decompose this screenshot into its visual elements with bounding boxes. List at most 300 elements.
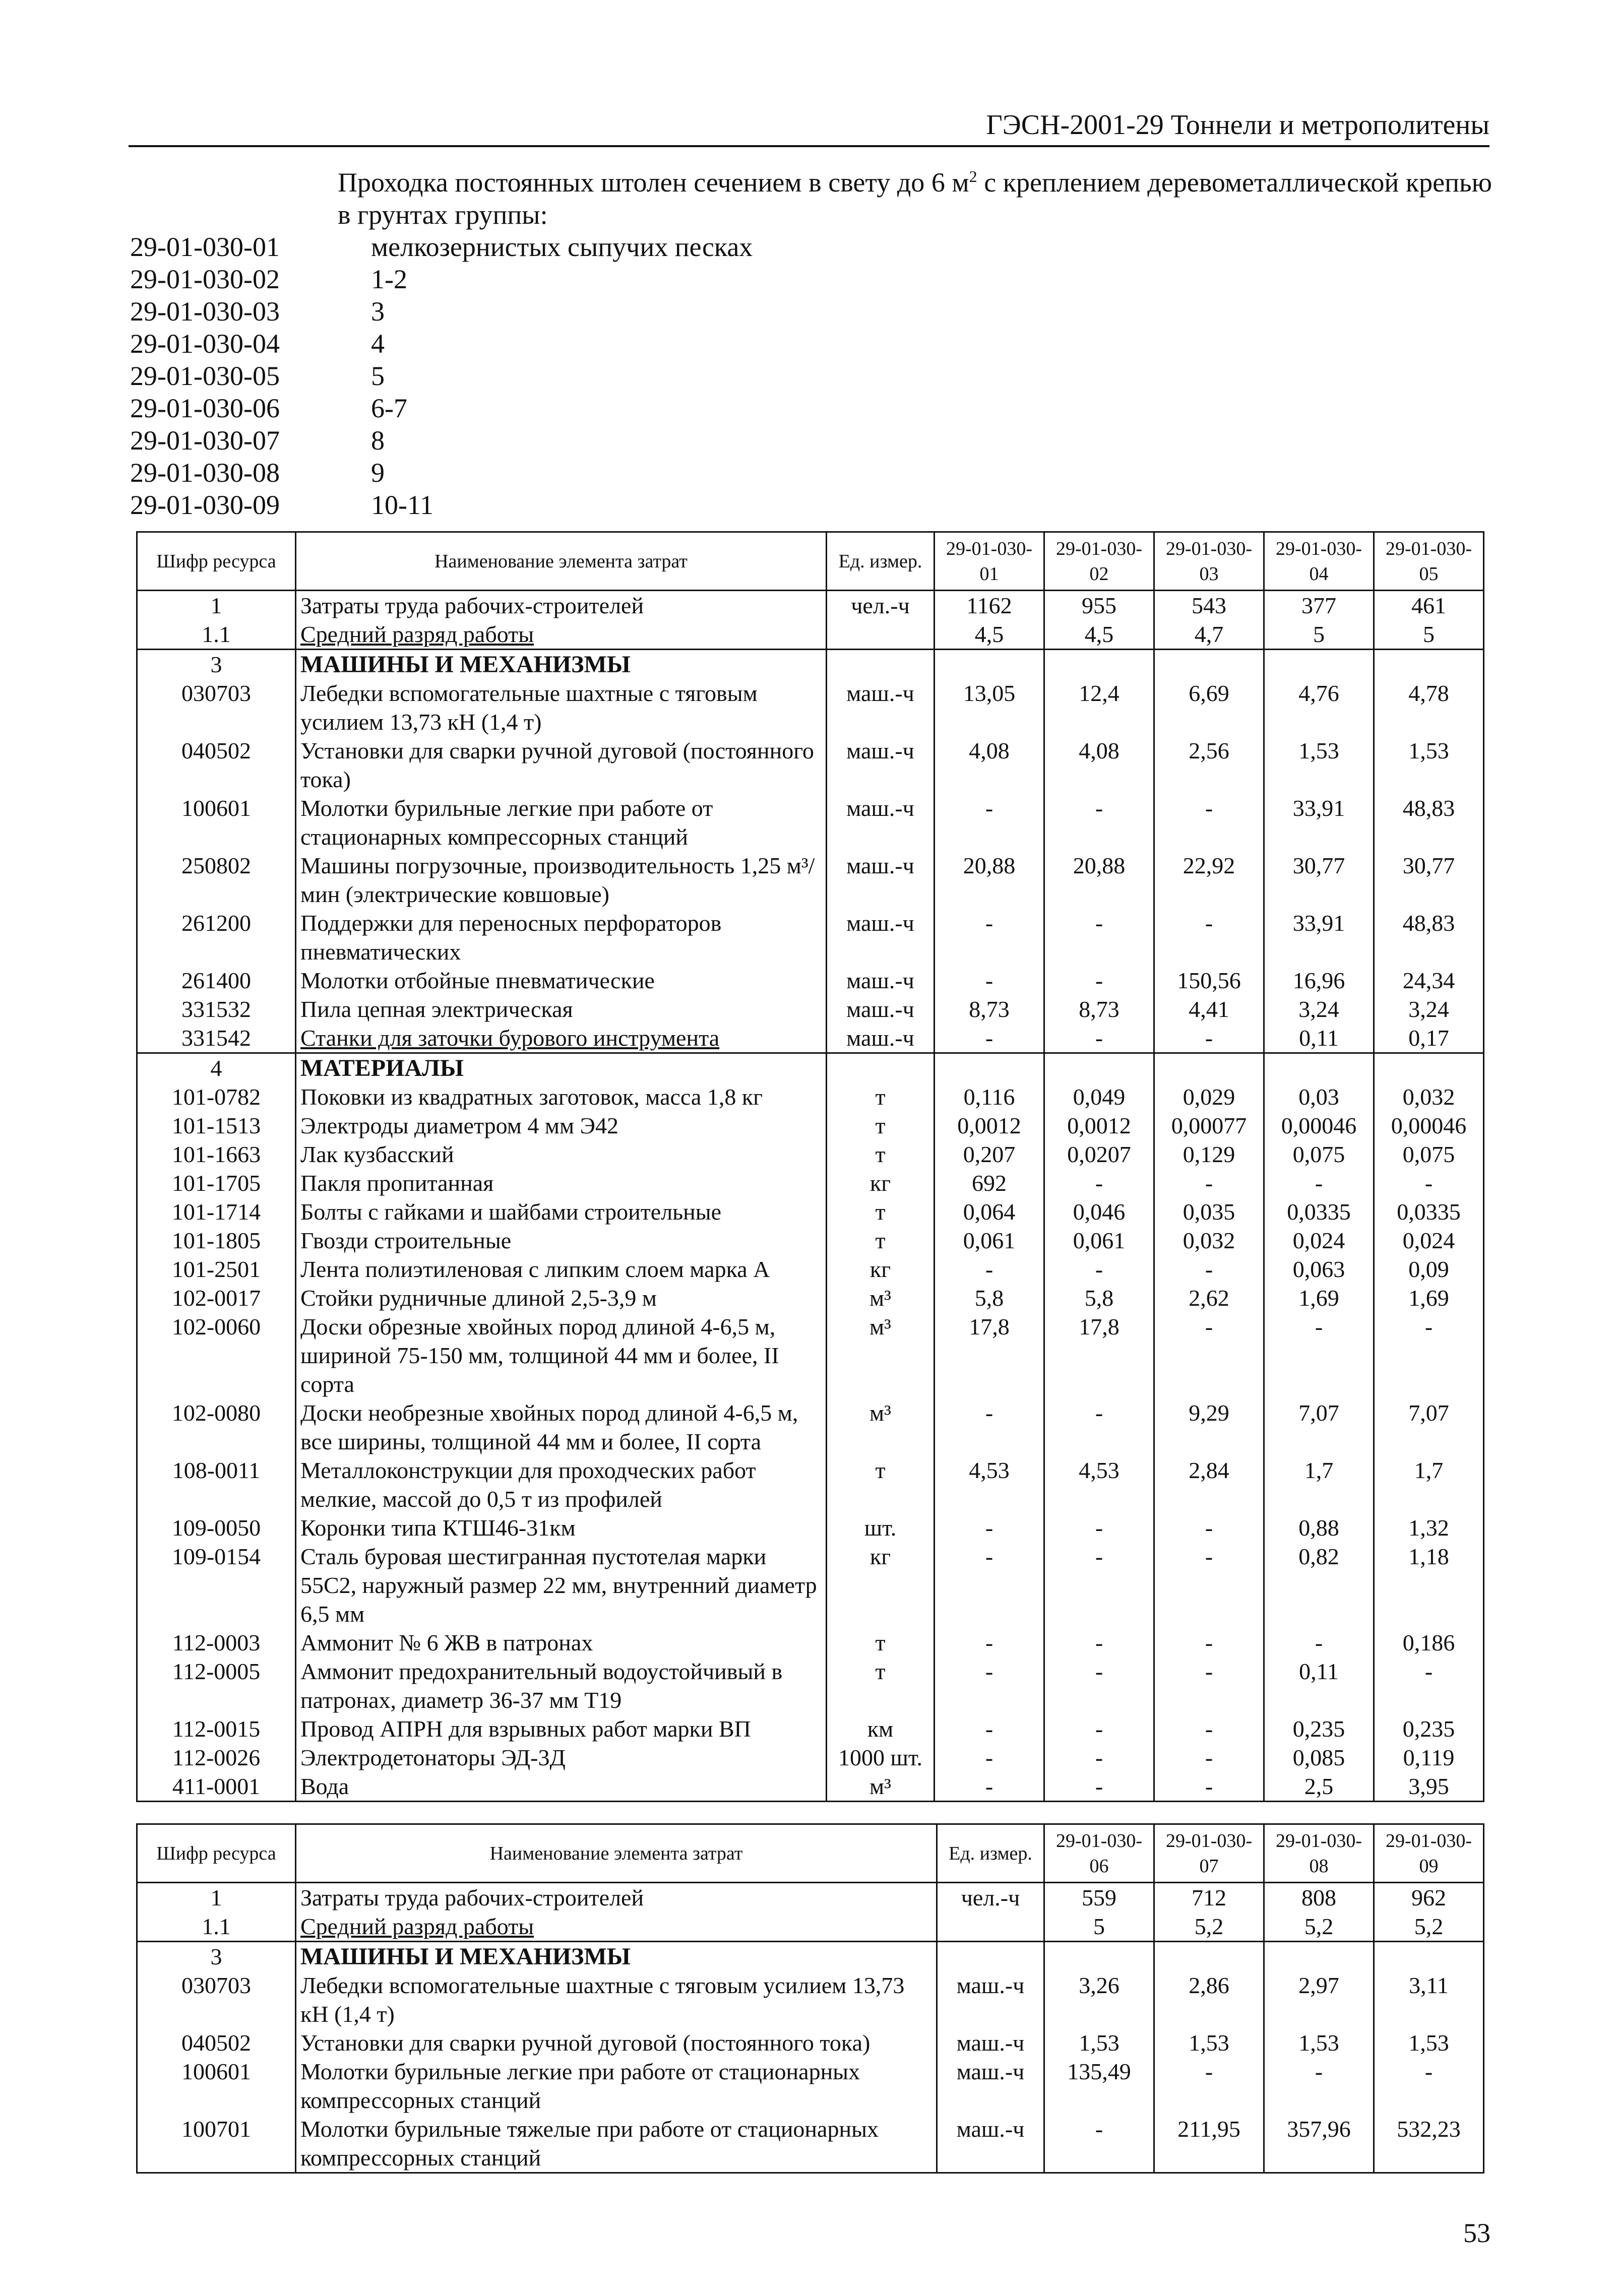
resource-unit: т [827,1197,935,1226]
resource-value: 22,92 [1154,851,1264,909]
resource-value: 0,00046 [1264,1111,1374,1140]
resource-value [1154,1053,1264,1083]
table-row [137,736,1484,794]
resource-value: 20,88 [1044,851,1154,909]
section-intro [338,166,1492,231]
resource-value: 12,4 [1044,679,1154,736]
resource-unit: маш.-ч [827,1024,935,1053]
resource-value: 2,84 [1154,1456,1264,1513]
resource-value [1154,650,1264,679]
resource-name: Станки для заточки бурового инструмента [296,1024,827,1053]
resource-value: - [1044,1255,1154,1284]
resource-value: 0,00046 [1374,1111,1484,1140]
resource-value: 33,91 [1264,794,1374,851]
resource-table-2 [136,1823,1484,2174]
resource-value [1374,1053,1484,1083]
resource-value: 559 [1044,1883,1154,1912]
section-row [137,1053,1484,1083]
resource-value: 1162 [935,591,1044,620]
resource-value: 135,49 [1044,2057,1154,2115]
resource-value: 2,86 [1154,1971,1264,2028]
table-row [137,1226,1484,1255]
resource-value: - [1044,1743,1154,1772]
header-norm-col: 29-01-030-05 [1374,532,1484,591]
page-number: 53 [1463,2218,1490,2248]
resource-value: 4,5 [935,620,1044,650]
resource-value: - [1044,794,1154,851]
norm-code: 29-01-030-02 [130,264,280,294]
resource-value: - [1044,1024,1154,1053]
table-row [137,851,1484,909]
resource-value: - [1374,1169,1484,1197]
resource-code: 109-0050 [137,1513,296,1542]
resource-unit: 1000 шт. [827,1743,935,1772]
resource-code: 112-0003 [137,1628,296,1657]
resource-name: Поковки из квадратных заготовок, масса 1,8 кг [296,1082,827,1111]
resource-value: 1,69 [1264,1284,1374,1312]
table-row [137,620,1484,650]
resource-value: 955 [1044,591,1154,620]
table-row [137,966,1484,995]
resource-value: 4,08 [1044,736,1154,794]
norm-code: 29-01-030-06 [130,393,280,423]
table-row [137,1657,1484,1714]
table-row [137,1772,1484,1802]
header-norm-col: 29-01-030-09 [1374,1824,1484,1883]
resource-code: 030703 [137,1971,296,2028]
resource-unit: шт. [827,1513,935,1542]
table-row [137,995,1484,1024]
resource-value: - [1264,1312,1374,1398]
resource-value: 48,83 [1374,909,1484,966]
header-norm-col: 29-01-030-07 [1154,1824,1264,1883]
resource-value [1154,1942,1264,1971]
resource-unit: км [827,1714,935,1743]
resource-value: 33,91 [1264,909,1374,966]
resource-value: - [1044,1513,1154,1542]
resource-value [1264,650,1374,679]
resource-value: 0,0012 [935,1111,1044,1140]
table-row [137,679,1484,736]
resource-value: - [1264,1169,1374,1197]
resource-value: - [1374,2057,1484,2115]
resource-value: 0,207 [935,1140,1044,1169]
table-row [137,1542,1484,1628]
resource-value: 0,17 [1374,1024,1484,1053]
resource-value: 5,2 [1154,1912,1264,1942]
resource-name: Провод АПРН для взрывных работ марки ВП [296,1714,827,1743]
resource-name: Болты с гайками и шайбами строительные [296,1197,827,1226]
norm-desc: 8 [371,425,385,456]
resource-unit: маш.-ч [937,2115,1044,2173]
resource-value: 1,53 [1374,736,1484,794]
resource-name: Лебедки вспомогательные шахтные с тяговым усилием 13,73 кН (1,4 т) [296,1971,937,2028]
resource-value: - [935,909,1044,966]
resource-value: 7,07 [1374,1398,1484,1456]
resource-value: - [1154,1657,1264,1714]
norm-desc: 6-7 [371,393,407,423]
resource-unit: маш.-ч [937,1971,1044,2028]
resource-value: 7,07 [1264,1398,1374,1456]
table-row [137,1883,1484,1912]
resource-value: 532,23 [1374,2115,1484,2173]
table-row [137,1024,1484,1053]
resource-value: 0,029 [1154,1082,1264,1111]
resource-value: - [1154,1312,1264,1398]
page-header [129,110,1489,147]
norm-desc: 5 [371,361,385,391]
resource-value [935,1053,1044,1083]
resource-value: 211,95 [1154,2115,1264,2173]
resource-value: - [1044,1169,1154,1197]
resource-unit: маш.-ч [827,794,935,851]
resource-code: 102-0017 [137,1284,296,1312]
resource-value: - [935,1714,1044,1743]
resource-code: 411-0001 [137,1772,296,1802]
resource-name: Электродетонаторы ЭД-3Д [296,1743,827,1772]
resource-value: - [1044,966,1154,995]
table-row [137,2057,1484,2115]
header-name: Наименование элемента затрат [296,532,827,591]
table-row [137,794,1484,851]
resource-value: 0,119 [1374,1743,1484,1772]
resource-value: 0,88 [1264,1513,1374,1542]
norm-desc: 3 [371,296,385,327]
table-row [137,1255,1484,1284]
norm-code-list [130,231,753,521]
resource-value: 0,061 [935,1226,1044,1255]
resource-value: - [935,966,1044,995]
resource-unit: маш.-ч [827,679,935,736]
norm-code-row [130,360,753,392]
resource-value: 1,69 [1374,1284,1484,1312]
resource-value: 0,09 [1374,1255,1484,1284]
resource-code: 101-2501 [137,1255,296,1284]
resource-value: 20,88 [935,851,1044,909]
resource-code: 261400 [137,966,296,995]
resource-value [935,650,1044,679]
resource-value: 0,116 [935,1082,1044,1111]
resource-value: 0,03 [1264,1082,1374,1111]
resource-value: - [1374,1312,1484,1398]
norm-desc: мелкозернистых сыпучих песках [371,232,753,262]
resource-unit [937,1912,1044,1942]
resource-name: Аммонит предохранительный водоустойчивый в патронах, диаметр 36-37 мм Т19 [296,1657,827,1714]
resource-value: - [1154,1255,1264,1284]
resource-table-1 [136,531,1484,1802]
norm-code: 29-01-030-03 [130,296,280,327]
norm-code-row [130,457,753,489]
resource-value: 48,83 [1374,794,1484,851]
resource-value: - [935,794,1044,851]
resource-value: 0,129 [1154,1140,1264,1169]
table-row [137,1743,1484,1772]
resource-unit: м³ [827,1398,935,1456]
resource-name: Доски необрезные хвойных пород длиной 4-6,5 м, все ширины, толщиной 44 мм и более, II сорта [296,1398,827,1456]
header-code: Шифр ресурса [137,532,296,591]
resource-code: 040502 [137,736,296,794]
resource-code: 101-0782 [137,1082,296,1111]
resource-name: Лак кузбасский [296,1140,827,1169]
table-row [137,2115,1484,2173]
table-row [137,1140,1484,1169]
header-unit: Ед. измер. [827,532,935,591]
resource-unit: м³ [827,1284,935,1312]
resource-unit: кг [827,1542,935,1628]
resource-value: 2,62 [1154,1284,1264,1312]
resource-code: 102-0080 [137,1398,296,1456]
resource-name: Молотки бурильные тяжелые при работе от стационарных компрессорных станций [296,2115,937,2173]
resource-value: 1,32 [1374,1513,1484,1542]
resource-value: 1,7 [1264,1456,1374,1513]
resource-value: 4,76 [1264,679,1374,736]
header-title: ГЭСН-2001-29 Тоннели и метрополитены [986,109,1489,141]
resource-value: 0,0207 [1044,1140,1154,1169]
resource-value: 150,56 [1154,966,1264,995]
resource-name: Коронки типа КТШ46-31км [296,1513,827,1542]
norm-code: 29-01-030-08 [130,458,280,488]
resource-value: 4,78 [1374,679,1484,736]
resource-unit: маш.-ч [827,966,935,995]
header-norm-col: 29-01-030-01 [935,532,1044,591]
resource-unit [827,1053,935,1083]
resource-value: - [935,1255,1044,1284]
resource-unit: м³ [827,1312,935,1398]
resource-code: 1.1 [137,620,296,650]
resource-value: 17,8 [1044,1312,1154,1398]
resource-value: 808 [1264,1883,1374,1912]
resource-value: - [935,1628,1044,1657]
resource-value: - [935,1542,1044,1628]
resource-value: 0,0335 [1264,1197,1374,1226]
norm-code: 29-01-030-05 [130,361,280,391]
header-norm-col: 29-01-030-08 [1264,1824,1374,1883]
header-name: Наименование элемента затрат [296,1824,937,1883]
resource-unit: т [827,1657,935,1714]
resource-value: 0,82 [1264,1542,1374,1628]
norm-desc: 10-11 [371,490,433,520]
resource-unit: маш.-ч [937,2057,1044,2115]
resource-value: - [1154,794,1264,851]
resource-value: 0,0335 [1374,1197,1484,1226]
resource-value: - [935,1513,1044,1542]
norm-code-row [130,231,753,263]
resource-value: 3,24 [1264,995,1374,1024]
resource-name: Аммонит № 6 ЖВ в патронах [296,1628,827,1657]
resource-value: 2,5 [1264,1772,1374,1802]
resource-value: 4,5 [1044,620,1154,650]
resource-code: 100601 [137,794,296,851]
table-row [137,1398,1484,1456]
resource-value: - [1044,1714,1154,1743]
table-row [137,1714,1484,1743]
resource-code: 4 [137,1053,296,1083]
resource-value: 692 [935,1169,1044,1197]
resource-value: 0,035 [1154,1197,1264,1226]
norm-desc: 4 [371,329,385,359]
resource-value: - [935,1743,1044,1772]
resource-value: 0,085 [1264,1743,1374,1772]
norm-code-row [130,489,753,521]
resource-value: 4,53 [935,1456,1044,1513]
resource-value: - [935,1772,1044,1802]
resource-value: - [1044,1657,1154,1714]
resource-code: 112-0026 [137,1743,296,1772]
resource-value: 1,53 [1264,2028,1374,2057]
resource-unit: чел.-ч [827,591,935,620]
norm-desc: 9 [371,458,385,488]
resource-value: 3,24 [1374,995,1484,1024]
table-row [137,1312,1484,1398]
norm-code-row [130,424,753,457]
resource-code: 101-1714 [137,1197,296,1226]
resource-value: 4,53 [1044,1456,1154,1513]
norm-code-row [130,263,753,295]
resource-value: 1,53 [1374,2028,1484,2057]
resource-name: Машины погрузочные, производительность 1,25 м³/мин (электрические ковшовые) [296,851,827,909]
resource-value: - [1154,2057,1264,2115]
resource-code: 112-0005 [137,1657,296,1714]
header-norm-col: 29-01-030-03 [1154,532,1264,591]
resource-unit [827,620,935,650]
norm-code: 29-01-030-07 [130,425,280,456]
header-norm-col: 29-01-030-06 [1044,1824,1154,1883]
resource-value: 4,08 [935,736,1044,794]
resource-value: 5,2 [1374,1912,1484,1942]
resource-value [1264,1053,1374,1083]
resource-value: 4,7 [1154,620,1264,650]
intro-text: Проходка постоянных штолен сечением в свету до 6 м [338,167,969,198]
resource-value: 5 [1264,620,1374,650]
resource-value: 0,00077 [1154,1111,1264,1140]
resource-value: 3,26 [1044,1971,1154,2028]
resource-value: 5,8 [1044,1284,1154,1312]
resource-value: 0,11 [1264,1024,1374,1053]
resource-name: Затраты труда рабочих-строителей [296,1883,937,1912]
resource-value: - [1044,1772,1154,1802]
resource-value: 357,96 [1264,2115,1374,2173]
resource-value [1044,650,1154,679]
resource-value: 5 [1044,1912,1154,1942]
resource-value: 0,063 [1264,1255,1374,1284]
resource-name: Гвозди строительные [296,1226,827,1255]
resource-value: 1,7 [1374,1456,1484,1513]
resource-name: Установки для сварки ручной дуговой (постоянного тока) [296,736,827,794]
resource-code: 101-1705 [137,1169,296,1197]
resource-value: 0,064 [935,1197,1044,1226]
resource-value: - [1154,1743,1264,1772]
resource-value: - [935,1657,1044,1714]
table-row [137,1082,1484,1111]
resource-value: - [1044,1398,1154,1456]
resource-value: 543 [1154,591,1264,620]
resource-code: 331542 [137,1024,296,1053]
resource-name: Доски обрезные хвойных пород длиной 4-6,5 м, шириной 75-150 мм, толщиной 44 мм и более, II сорта [296,1312,827,1398]
norm-code-row [130,295,753,328]
resource-unit: кг [827,1169,935,1197]
resource-value: 17,8 [935,1312,1044,1398]
resource-value: - [1264,2057,1374,2115]
resource-value: 3,95 [1374,1772,1484,1802]
resource-name: Средний разряд работы [296,620,827,650]
resource-value: - [1264,1628,1374,1657]
resource-value: - [935,1398,1044,1456]
intro-sup: 2 [969,167,977,185]
resource-name: Лента полиэтиленовая с липким слоем марка А [296,1255,827,1284]
resource-code: 250802 [137,851,296,909]
resource-value: 0,032 [1154,1226,1264,1255]
resource-code: 261200 [137,909,296,966]
resource-value: 2,97 [1264,1971,1374,2028]
resource-value: 2,56 [1154,736,1264,794]
resource-name: Стойки рудничные длиной 2,5-3,9 м [296,1284,827,1312]
header-unit: Ед. измер. [937,1824,1044,1883]
table-row [137,1284,1484,1312]
resource-code: 108-0011 [137,1456,296,1513]
resource-name: Пила цепная электрическая [296,995,827,1024]
resource-value: - [1374,1657,1484,1714]
section-row [137,650,1484,679]
resource-value: 16,96 [1264,966,1374,995]
resource-value: 24,34 [1374,966,1484,995]
table-row [137,1111,1484,1140]
table-row [137,1456,1484,1513]
resource-value: 0,235 [1374,1714,1484,1743]
table-row [137,1169,1484,1197]
resource-unit [937,1942,1044,1971]
resource-unit: маш.-ч [827,995,935,1024]
resource-value: - [935,1024,1044,1053]
resource-unit: чел.-ч [937,1883,1044,1912]
resource-code: 1 [137,591,296,620]
norm-desc: 1-2 [371,264,407,294]
resource-unit: т [827,1226,935,1255]
resource-name: Вода [296,1772,827,1802]
resource-unit: маш.-ч [827,736,935,794]
resource-value: 9,29 [1154,1398,1264,1456]
resource-unit: т [827,1456,935,1513]
header-norm-col: 29-01-030-02 [1044,532,1154,591]
resource-value [1044,1053,1154,1083]
resource-value: - [1154,1714,1264,1743]
resource-value: 1,53 [1044,2028,1154,2057]
resource-name: Лебедки вспомогательные шахтные с тяговым усилием 13,73 кН (1,4 т) [296,679,827,736]
resource-code: 101-1513 [137,1111,296,1140]
resource-name: Молотки бурильные легкие при работе от стационарных компрессорных станций [296,2057,937,2115]
norm-code: 29-01-030-09 [130,490,280,520]
norm-code: 29-01-030-04 [130,329,280,359]
resource-value: 461 [1374,591,1484,620]
resource-unit [827,650,935,679]
resource-name: Пакля пропитанная [296,1169,827,1197]
resource-value: - [1154,1628,1264,1657]
resource-unit: маш.-ч [937,2028,1044,2057]
table-row [137,1513,1484,1542]
resource-value: 13,05 [935,679,1044,736]
resource-value [1374,1942,1484,1971]
resource-value [1044,1942,1154,1971]
resource-value: 0,024 [1374,1226,1484,1255]
resource-value: - [1044,1628,1154,1657]
resource-value: 712 [1154,1883,1264,1912]
resource-value: - [1154,1024,1264,1053]
resource-code: 112-0015 [137,1714,296,1743]
resource-value: 5 [1374,620,1484,650]
section-row [137,1942,1484,1971]
resource-code: 101-1805 [137,1226,296,1255]
table-row [137,591,1484,620]
resource-value: 0,046 [1044,1197,1154,1226]
